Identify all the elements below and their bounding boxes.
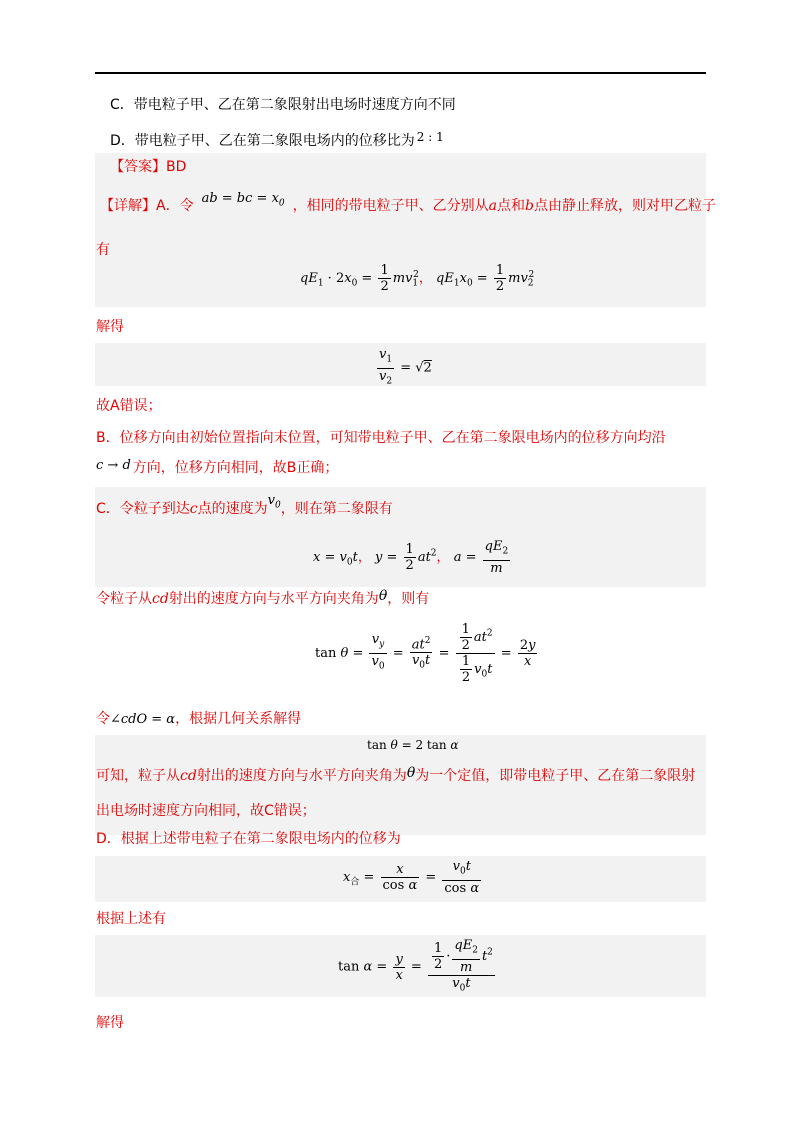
c-line2-prefix: 令粒子从 <box>96 591 152 607</box>
detail-a-line <box>100 191 716 222</box>
segment-cd: cd <box>152 591 169 607</box>
frac-at2-v0t: $\frac{at^2}{v_0t}$ <box>411 635 431 671</box>
option-d-ratio: 2 : 1 <box>416 130 444 144</box>
c-line3-suffix: ，根据几何关系解得 <box>175 711 302 727</box>
frac-2y-x: $\frac{2y}{x}$ <box>519 638 536 669</box>
formula-ab-bc-x0: ab = bc = $x_0$ <box>201 191 285 209</box>
c-line4-prefix: 可知，粒子从 <box>96 768 180 784</box>
frac-x-cos: $\frac{x}{\text{cos α}}$ <box>382 861 418 893</box>
answer-line <box>110 157 186 177</box>
c-line4-suffix: 为一个定值，即带电粒子甲、乙在第二象限射 <box>415 768 696 784</box>
header-rule <box>95 72 706 74</box>
d-line1: D．根据上述带电粒子在第二象限电场内的位移为 <box>96 831 401 847</box>
c-line2-mid: 射出的速度方向与水平方向夹角为 <box>168 591 379 607</box>
detail-a-text3: 点由静止释放，则对甲乙粒子 <box>533 198 716 214</box>
frac-half-3: $\frac{1}{2}$ <box>405 541 414 573</box>
c-line1 <box>96 493 393 525</box>
c-line4-mid: 射出的速度方向与水平方向夹角为 <box>196 768 407 784</box>
option-d-text: D．带电粒子甲、乙在第二象限电场内的位移比为 <box>110 133 415 149</box>
c-line4 <box>96 766 695 786</box>
c-line1-suffix: ，则在第二象限有 <box>280 501 393 517</box>
frac-half-1: $\frac{1}{2}$ <box>380 263 389 294</box>
detail-a-cont: 有 <box>96 242 110 258</box>
frac-qE2-m: $\frac{qE_2}{m}$ <box>484 539 509 576</box>
b-line1: B．位移方向由初始位置指向末位置，可知带电粒子甲、乙在第二象限电场内的位移方向均沿 <box>96 430 666 446</box>
equation-tan-alpha: tan α = $\frac{y}{x}$ = $\frac{1}{2}$ · $\frac{qE_2}{m}$ $t^2$ $v_0t$ <box>338 938 497 996</box>
jiede-2: 解得 <box>96 1015 124 1031</box>
eq-sep-2: ， <box>357 549 371 565</box>
detail-label: 【详解】 <box>100 198 156 214</box>
b-line2-text: 方向，位移方向相同，故B正确； <box>132 460 339 476</box>
frac-half-2: $\frac{1}{2}$ <box>495 263 505 294</box>
formula-c-to-d: c → d <box>96 458 131 473</box>
symbol-theta-2: θ <box>406 765 416 781</box>
point-b: b <box>525 198 534 214</box>
option-d <box>110 127 444 151</box>
c-line1-prefix: C．令粒子到达 <box>96 501 190 517</box>
segment-cd-2: cd <box>180 768 197 784</box>
a-wrong: 故A错误； <box>96 398 162 414</box>
formula-v0: $v_0$ <box>267 493 281 511</box>
c-line2 <box>96 589 429 609</box>
detail-a-text2: 点和 <box>497 198 525 214</box>
point-a: a <box>488 198 497 214</box>
c-line3-prefix: 令 <box>96 711 110 727</box>
detail-a-prefix: A．令 <box>156 198 194 214</box>
eq-sep: ， <box>418 271 432 286</box>
frac-compound: $\frac{1}{2}$ $at^2$ $\frac{1}{2}$ $v_0t$ <box>456 622 495 685</box>
detail-a-text1: ，相同的带电粒子甲、乙分别从 <box>292 198 489 214</box>
frac-v1-v2: $\frac{v_1}{v_2}$ <box>379 347 393 387</box>
b-line2 <box>96 458 338 479</box>
jiede-1: 解得 <box>96 319 124 335</box>
frac-vy-v0: $\frac{v_y}{v_0}$ <box>371 632 385 672</box>
d-line2: 根据上述有 <box>96 911 166 927</box>
point-c: c <box>189 501 198 517</box>
frac-tan-alpha-compound: $\frac{1}{2}$ · $\frac{qE_2}{m}$ $t^2$ $v_0t$ <box>428 938 495 996</box>
c-line3 <box>96 709 301 730</box>
frac-y-x: $\frac{y}{x}$ <box>395 951 403 983</box>
frac-v0t-cos: $\frac{v_0t}{\text{cos α}}$ <box>444 859 480 896</box>
equation-kinematics: $x = v_0t$， y = $\frac{1}{2}$ $at^2$， a = $\frac{qE_2}{m}$ <box>313 539 509 576</box>
option-c: C．带电粒子甲、乙在第二象限射出电场时速度方向不同 <box>110 97 456 113</box>
formula-angle-cdo: ∠cdO = α <box>110 712 176 727</box>
c-line2-suffix: ，则有 <box>387 591 430 607</box>
c-line5: 出电场时速度方向相同，故C错误； <box>96 803 316 819</box>
c-line1-mid: 点的速度为 <box>197 501 268 517</box>
equation-energy: $qE_1 \cdot 2x_0$ = $\frac{1}{2}$ $mv_1^2$， $qE_1x_0$ = $\frac{1}{2}$ $mv_2^2$ <box>300 263 535 294</box>
answer-label: 【答案】 <box>110 159 166 175</box>
symbol-theta: θ <box>378 588 388 604</box>
equation-tan-relation: tan θ = 2 tan α <box>367 738 459 752</box>
equation-displacement: $x_合$ = $\frac{x}{\text{cos α}}$ = $\frac{v_0t}{\text{cos α}}$ <box>343 859 480 896</box>
equation-velocity-ratio: $\frac{v_1}{v_2}$ = √2 <box>375 347 432 389</box>
answer-value: BD <box>166 159 187 175</box>
eq-sep-3: ， <box>436 549 450 565</box>
equation-tan-theta: tan θ = $\frac{v_y}{v_0}$ = $\frac{at^2}{v_0t}$ = $\frac{1}{2}$ $at^2$ $\frac{1}{2}$ $v_0t$ = $\frac{2y}{x}$ <box>315 622 536 685</box>
